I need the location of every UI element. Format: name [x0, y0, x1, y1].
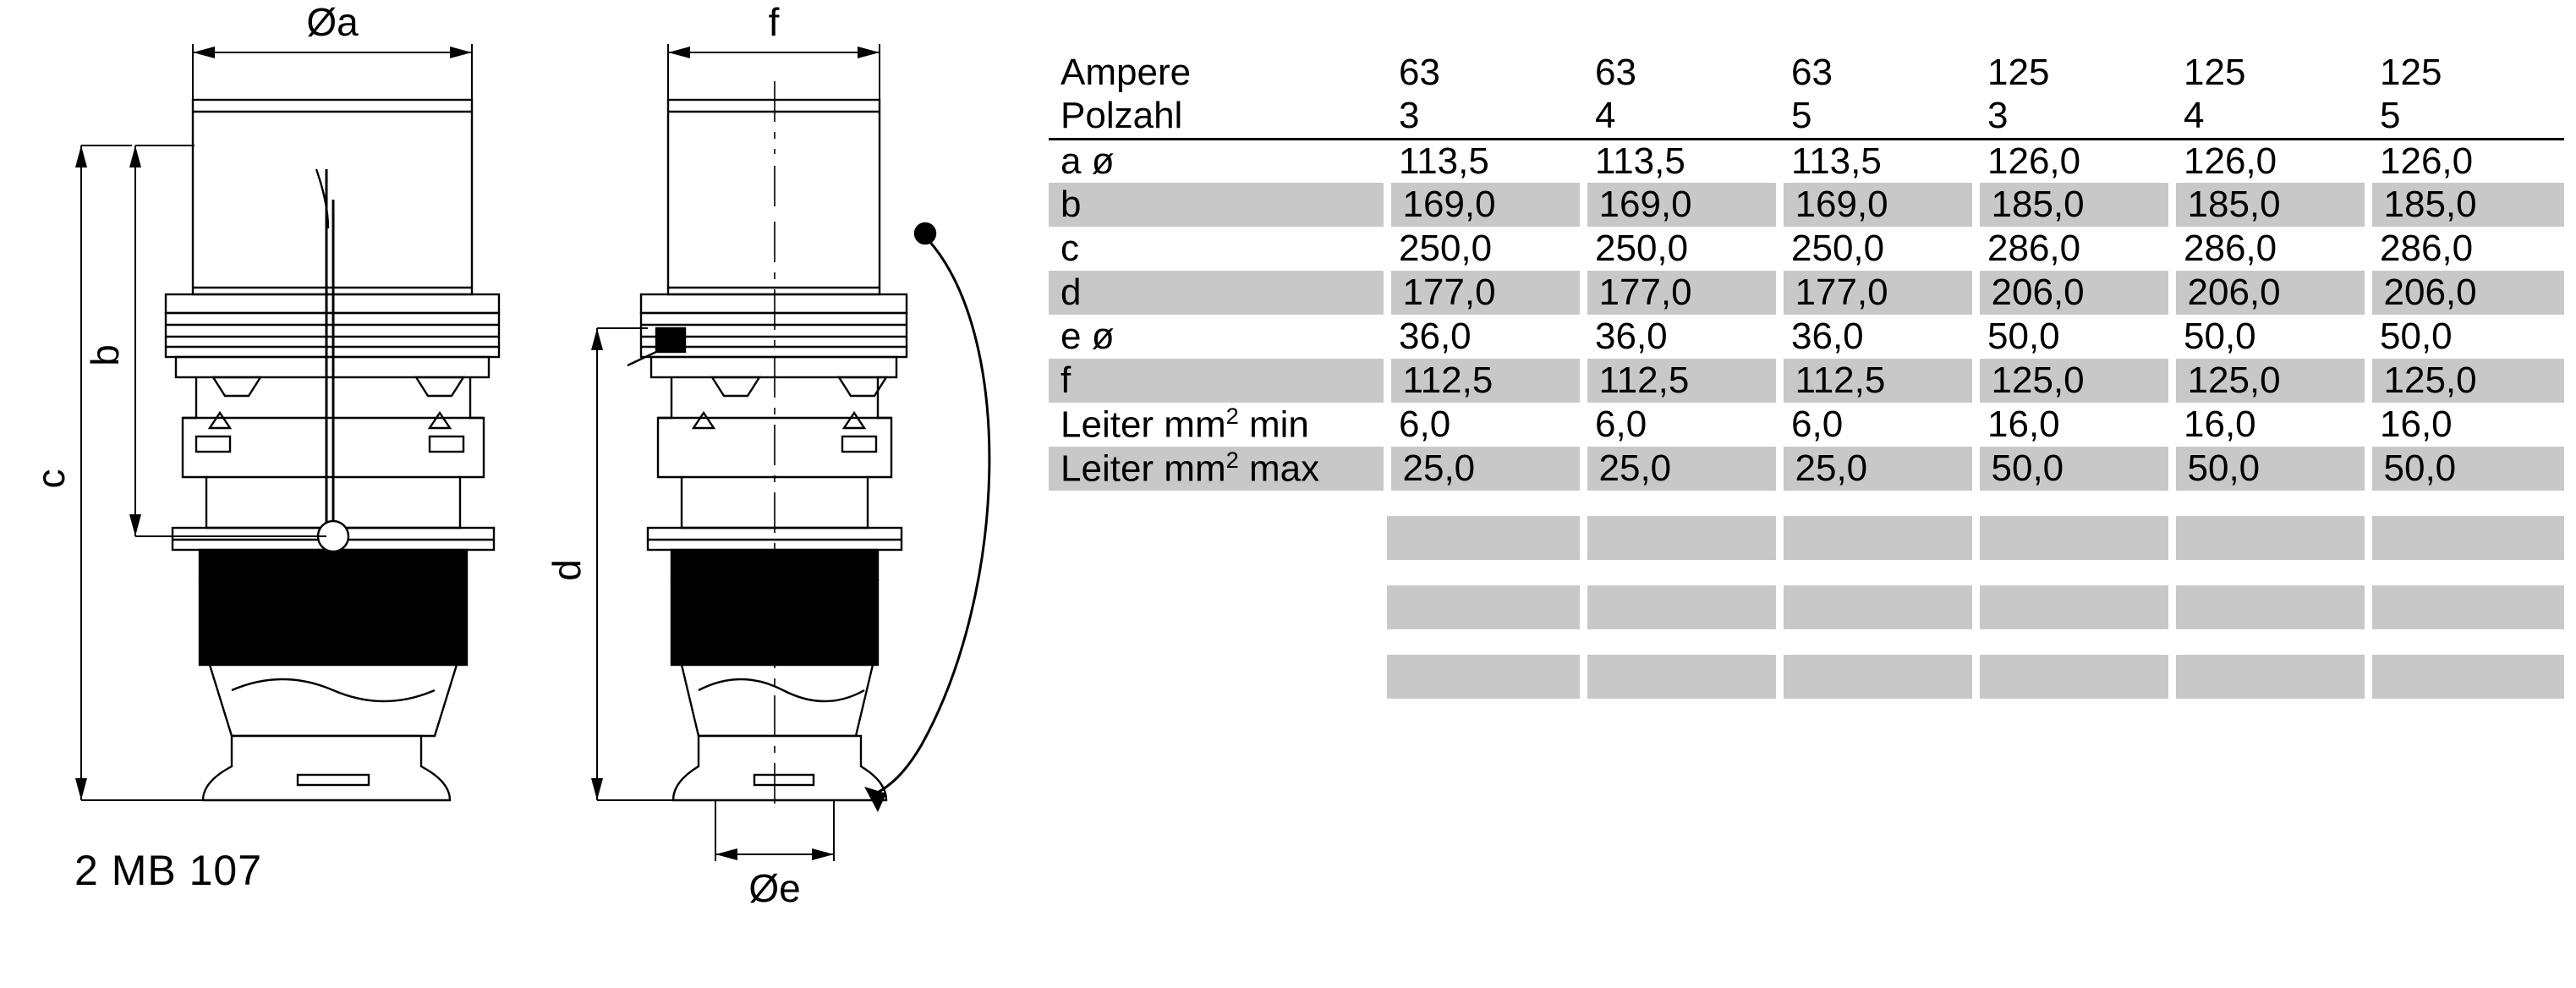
- table-row-label: b: [1049, 183, 1387, 227]
- table-cell: 169,0: [1387, 183, 1583, 227]
- table-header-cell: 125: [2184, 52, 2246, 93]
- table-empty-cell: [1779, 516, 1976, 560]
- plug-technical-drawing: [0, 0, 1049, 988]
- table-empty-row: [1049, 585, 2564, 629]
- table-spacer-cell: [1049, 491, 1387, 516]
- table-row-label: e ø: [1061, 316, 1115, 357]
- table-spacer-cell: [1583, 491, 1779, 516]
- dimension-label-f: f: [768, 0, 780, 44]
- table-spacer-cell: [2172, 629, 2368, 655]
- table-cell: 25,0: [1583, 447, 1779, 491]
- table-cell: 177,0: [1583, 271, 1779, 315]
- table-cell: 113,5: [1791, 140, 1882, 182]
- specifications-table: [1049, 51, 2564, 699]
- table-spacer-cell: [2172, 491, 2368, 516]
- dimension-a: [193, 44, 472, 100]
- table-cell: 6,0: [1791, 403, 1844, 445]
- dimension-f: [668, 44, 880, 100]
- table-empty-cell: [1583, 655, 1779, 699]
- table-spacer-cell: [1976, 560, 2172, 585]
- dimension-label-d: d: [545, 559, 589, 581]
- table-row-label: Leiter $mm^2$ min: [1061, 403, 1309, 446]
- table-spacer-cell: [2172, 560, 2368, 585]
- table-empty-cell: [2172, 655, 2368, 699]
- table-header-cell: 4: [2172, 95, 2368, 139]
- table-cell: 125,0: [1976, 359, 2172, 403]
- drawing-svg: [0, 0, 1049, 988]
- table-header-row: [1049, 95, 2564, 139]
- table-empty-label: [1049, 585, 1387, 629]
- table-cell: 169,0: [1583, 183, 1779, 227]
- table-cell: 286,0: [2184, 228, 2277, 269]
- table-cell: 185,0: [2172, 183, 2368, 227]
- table-header-cell: 5: [2368, 95, 2564, 139]
- drawing-code-label: 2 MB 107: [74, 847, 263, 894]
- table-header-cell: 5: [1779, 95, 1976, 139]
- table-empty-cell: [1976, 585, 2172, 629]
- table-cell: 112,5: [1779, 359, 1976, 403]
- table-cell: 36,0: [1595, 316, 1668, 357]
- table-cell: 16,0: [2380, 403, 2453, 445]
- table-empty-cell: [2368, 655, 2564, 699]
- table-row-label: c: [1061, 228, 1079, 269]
- table-spacer-cell: [2368, 560, 2564, 585]
- table-empty-label: [1049, 516, 1387, 560]
- table-row: [1049, 447, 2564, 491]
- table-row-label: f: [1049, 359, 1387, 403]
- table-cell: 50,0: [2184, 316, 2256, 357]
- table-row: [1049, 315, 2564, 359]
- table-cell: 36,0: [1399, 316, 1472, 357]
- table-cell: 112,5: [1387, 359, 1583, 403]
- table-cell: 286,0: [2380, 228, 2474, 269]
- table-empty-cell: [1583, 516, 1779, 560]
- dimension-label-e: Øe: [748, 866, 801, 910]
- table-header-cell: 63: [1595, 52, 1636, 93]
- table-cell: 206,0: [2172, 271, 2368, 315]
- table-header-cell: 4: [1583, 95, 1779, 139]
- table-empty-cell: [2368, 516, 2564, 560]
- table-spacer-cell: [1779, 629, 1976, 655]
- table-spacer-cell: [2368, 491, 2564, 516]
- table-cell: 16,0: [1987, 403, 2060, 445]
- table-cell: 16,0: [2184, 403, 2256, 445]
- table-spacer-cell: [1779, 491, 1976, 516]
- table-cell: 112,5: [1583, 359, 1779, 403]
- table-cell: 50,0: [1976, 447, 2172, 491]
- table-cell: 6,0: [1399, 403, 1451, 445]
- table-empty-cell: [2172, 516, 2368, 560]
- table-cell: 25,0: [1779, 447, 1976, 491]
- table-cell: 177,0: [1779, 271, 1976, 315]
- table-spacer-cell: [1387, 491, 1583, 516]
- table-header-cell: 3: [1387, 95, 1583, 139]
- table-row: [1049, 403, 2564, 447]
- table-empty-cell: [1387, 585, 1583, 629]
- table-empty-label: [1049, 655, 1387, 699]
- table-spacer-cell: [1779, 560, 1976, 585]
- table-cell: 6,0: [1595, 403, 1647, 445]
- table-cell: 50,0: [2172, 447, 2368, 491]
- table-spacer-row: [1049, 491, 2564, 516]
- table-empty-row: [1049, 655, 2564, 699]
- table-spacer-cell: [1049, 560, 1387, 585]
- table-cell: 177,0: [1387, 271, 1583, 315]
- table-spacer-cell: [1583, 629, 1779, 655]
- dimension-label-c: c: [29, 469, 73, 489]
- table-cell: 25,0: [1387, 447, 1583, 491]
- dimension-e: [715, 800, 834, 861]
- table-cell: 206,0: [2368, 271, 2564, 315]
- table-cell: 50,0: [2368, 447, 2564, 491]
- table-cell: 169,0: [1779, 183, 1976, 227]
- table-header-cell: 125: [2380, 52, 2442, 93]
- table-row: [1049, 359, 2564, 403]
- table-row: [1049, 271, 2564, 315]
- table-empty-cell: [1779, 585, 1976, 629]
- table-empty-cell: [1583, 585, 1779, 629]
- table-cell: 286,0: [1987, 228, 2081, 269]
- table-row: [1049, 227, 2564, 271]
- table-row-label: a ø: [1061, 140, 1115, 182]
- table-spacer-cell: [1049, 629, 1387, 655]
- table-empty-cell: [1976, 516, 2172, 560]
- table-empty-cell: [1387, 655, 1583, 699]
- table-row-label: d: [1049, 271, 1387, 315]
- table-cell: 125,0: [2368, 359, 2564, 403]
- dimension-label-a: Øa: [306, 0, 359, 44]
- table-row-label: Leiter $mm^2$ max: [1049, 447, 1387, 491]
- table-empty-cell: [2368, 585, 2564, 629]
- table-cell: 185,0: [1976, 183, 2172, 227]
- left-view-plug: [166, 100, 499, 800]
- table-cell: 250,0: [1595, 228, 1689, 269]
- table-cell: 36,0: [1791, 316, 1864, 357]
- table-spacer-cell: [1387, 560, 1583, 585]
- table-header-row: [1049, 51, 2564, 95]
- table-row: [1049, 183, 2564, 227]
- table-cell: 126,0: [2380, 140, 2474, 182]
- table-cell: 126,0: [2184, 140, 2277, 182]
- table-cell: 250,0: [1399, 228, 1493, 269]
- table-cell: 50,0: [1987, 316, 2060, 357]
- right-view-plug: [628, 81, 989, 814]
- table-row: [1049, 139, 2564, 183]
- dimension-c: [75, 145, 208, 800]
- table-spacer-cell: [2368, 629, 2564, 655]
- table-header-label: Polzahl: [1049, 95, 1387, 139]
- table-header-cell: 3: [1976, 95, 2172, 139]
- table-cell: 206,0: [1976, 271, 2172, 315]
- table-empty-cell: [1779, 655, 1976, 699]
- table-cell: 250,0: [1791, 228, 1885, 269]
- table-header-cell: 63: [1399, 52, 1440, 93]
- table-spacer-row: [1049, 560, 2564, 585]
- table-cell: 126,0: [1987, 140, 2081, 182]
- table-spacer-cell: [1976, 491, 2172, 516]
- table-spacer-cell: [1387, 629, 1583, 655]
- table-cell: 125,0: [2172, 359, 2368, 403]
- table-spacer-cell: [1583, 560, 1779, 585]
- table-empty-cell: [1387, 516, 1583, 560]
- dimension-label-b: b: [83, 344, 127, 366]
- table-cell: 185,0: [2368, 183, 2564, 227]
- table-header-cell: 63: [1791, 52, 1833, 93]
- table-empty-cell: [2172, 585, 2368, 629]
- table-spacer-cell: [1976, 629, 2172, 655]
- table-cell: 113,5: [1595, 140, 1685, 182]
- specifications-table-container: [1049, 51, 2562, 699]
- table-empty-cell: [1976, 655, 2172, 699]
- table-cell: 50,0: [2380, 316, 2453, 357]
- table-cell: 113,5: [1399, 140, 1489, 182]
- table-header-cell: 125: [1987, 52, 2050, 93]
- table-empty-row: [1049, 516, 2564, 560]
- table-header-label: Ampere: [1061, 52, 1192, 93]
- table-spacer-row: [1049, 629, 2564, 655]
